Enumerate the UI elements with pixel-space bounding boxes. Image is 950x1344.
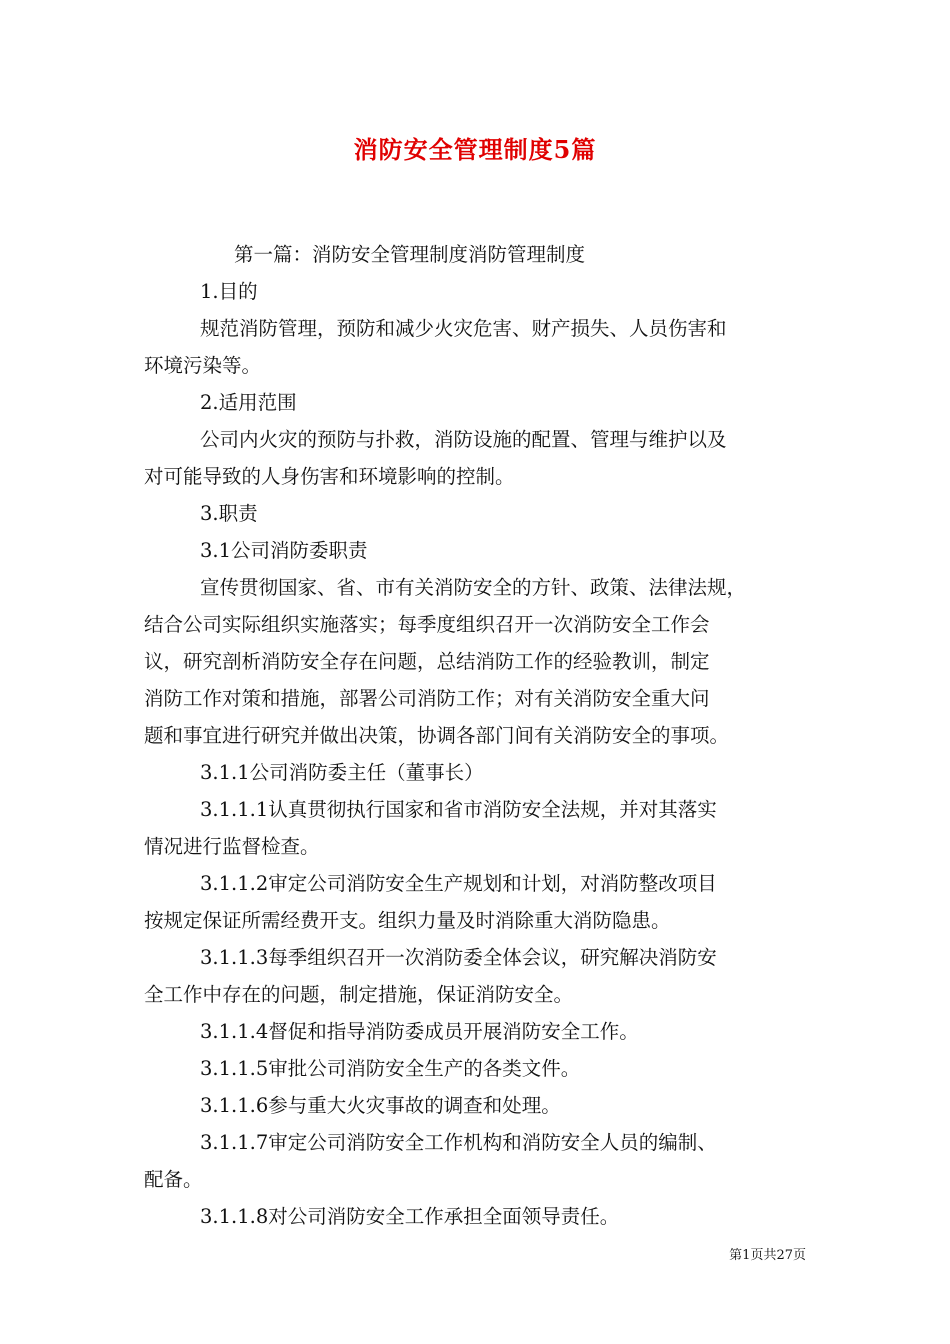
paragraph-p-3 <box>144 384 814 421</box>
paragraph-p-15 <box>144 1124 814 1198</box>
paragraph-line: 配备。 <box>144 1168 203 1191</box>
paragraph-p-12 <box>144 1013 814 1050</box>
document-body <box>144 236 814 1235</box>
paragraph-p-9 <box>144 791 814 865</box>
paragraph-line: 3.1公司消防委职责 <box>200 539 368 562</box>
paragraph-p-4 <box>144 421 814 495</box>
paragraph-p-2 <box>144 310 814 384</box>
paragraph-p-16 <box>144 1198 814 1235</box>
paragraph-line: 情况进行监督检查。 <box>144 835 320 858</box>
paragraph-line: 3.1.1.7审定公司消防安全工作机构和消防安全人员的编制、 <box>200 1131 717 1154</box>
paragraph-line: 3.1.1.4督促和指导消防委成员开展消防安全工作。 <box>200 1020 639 1043</box>
paragraph-line: 按规定保证所需经费开支。组织力量及时消除重大消防隐患。 <box>144 909 671 932</box>
paragraph-p-7 <box>144 569 814 754</box>
paragraph-line: 对可能导致的人身伤害和环境影响的控制。 <box>144 465 515 488</box>
paragraph-line: 规范消防管理，预防和减少火灾危害、财产损失、人员伤害和 <box>200 317 727 340</box>
paragraph-line: 消防工作对策和措施，部署公司消防工作；对有关消防安全重大问 <box>144 687 710 710</box>
paragraph-line: 3.1.1.6参与重大火灾事故的调查和处理。 <box>200 1094 561 1117</box>
paragraph-p-heading <box>144 236 814 273</box>
paragraph-p-8 <box>144 754 814 791</box>
paragraph-p-1 <box>144 273 814 310</box>
paragraph-p-14 <box>144 1087 814 1124</box>
paragraph-line: 全工作中存在的问题，制定措施，保证消防安全。 <box>144 983 574 1006</box>
paragraph-p-5 <box>144 495 814 532</box>
paragraph-line: 3.1.1.8对公司消防安全工作承担全面领导责任。 <box>200 1205 620 1228</box>
paragraph-line: 3.1.1.2审定公司消防安全生产规划和计划，对消防整改项目 <box>200 872 717 895</box>
paragraph-line: 3.职责 <box>200 502 258 525</box>
paragraph-line: 3.1.1公司消防委主任（董事长） <box>200 761 484 784</box>
paragraph-line: 1.目的 <box>200 280 258 303</box>
paragraph-line: 结合公司实际组织实施落实；每季度组织召开一次消防安全工作会 <box>144 613 710 636</box>
paragraph-p-6 <box>144 532 814 569</box>
paragraph-p-13 <box>144 1050 814 1087</box>
paragraph-line: 题和事宜进行研究并做出决策，协调各部门间有关消防安全的事项。 <box>144 724 730 747</box>
paragraph-line: 3.1.1.5审批公司消防安全生产的各类文件。 <box>200 1057 581 1080</box>
paragraph-line: 第一篇：消防安全管理制度消防管理制度 <box>234 243 586 266</box>
paragraph-line: 宣传贯彻国家、省、市有关消防安全的方针、政策、法律法规， <box>200 576 747 599</box>
paragraph-line: 3.1.1.3每季组织召开一次消防委全体会议，研究解决消防安 <box>200 946 717 969</box>
paragraph-p-11 <box>144 939 814 1013</box>
paragraph-line: 3.1.1.1认真贯彻执行国家和省市消防安全法规，并对其落实 <box>200 798 717 821</box>
paragraph-line: 2.适用范围 <box>200 391 297 414</box>
paragraph-line: 环境污染等。 <box>144 354 262 377</box>
document-title: 消防安全管理制度5篇 <box>353 135 597 164</box>
page-footer: 第1页共27页 <box>729 1248 806 1263</box>
paragraph-line: 公司内火灾的预防与扑救，消防设施的配置、管理与维护以及 <box>200 428 727 451</box>
paragraph-p-10 <box>144 865 814 939</box>
paragraph-line: 议，研究剖析消防安全存在问题，总结消防工作的经验教训，制定 <box>144 650 710 673</box>
